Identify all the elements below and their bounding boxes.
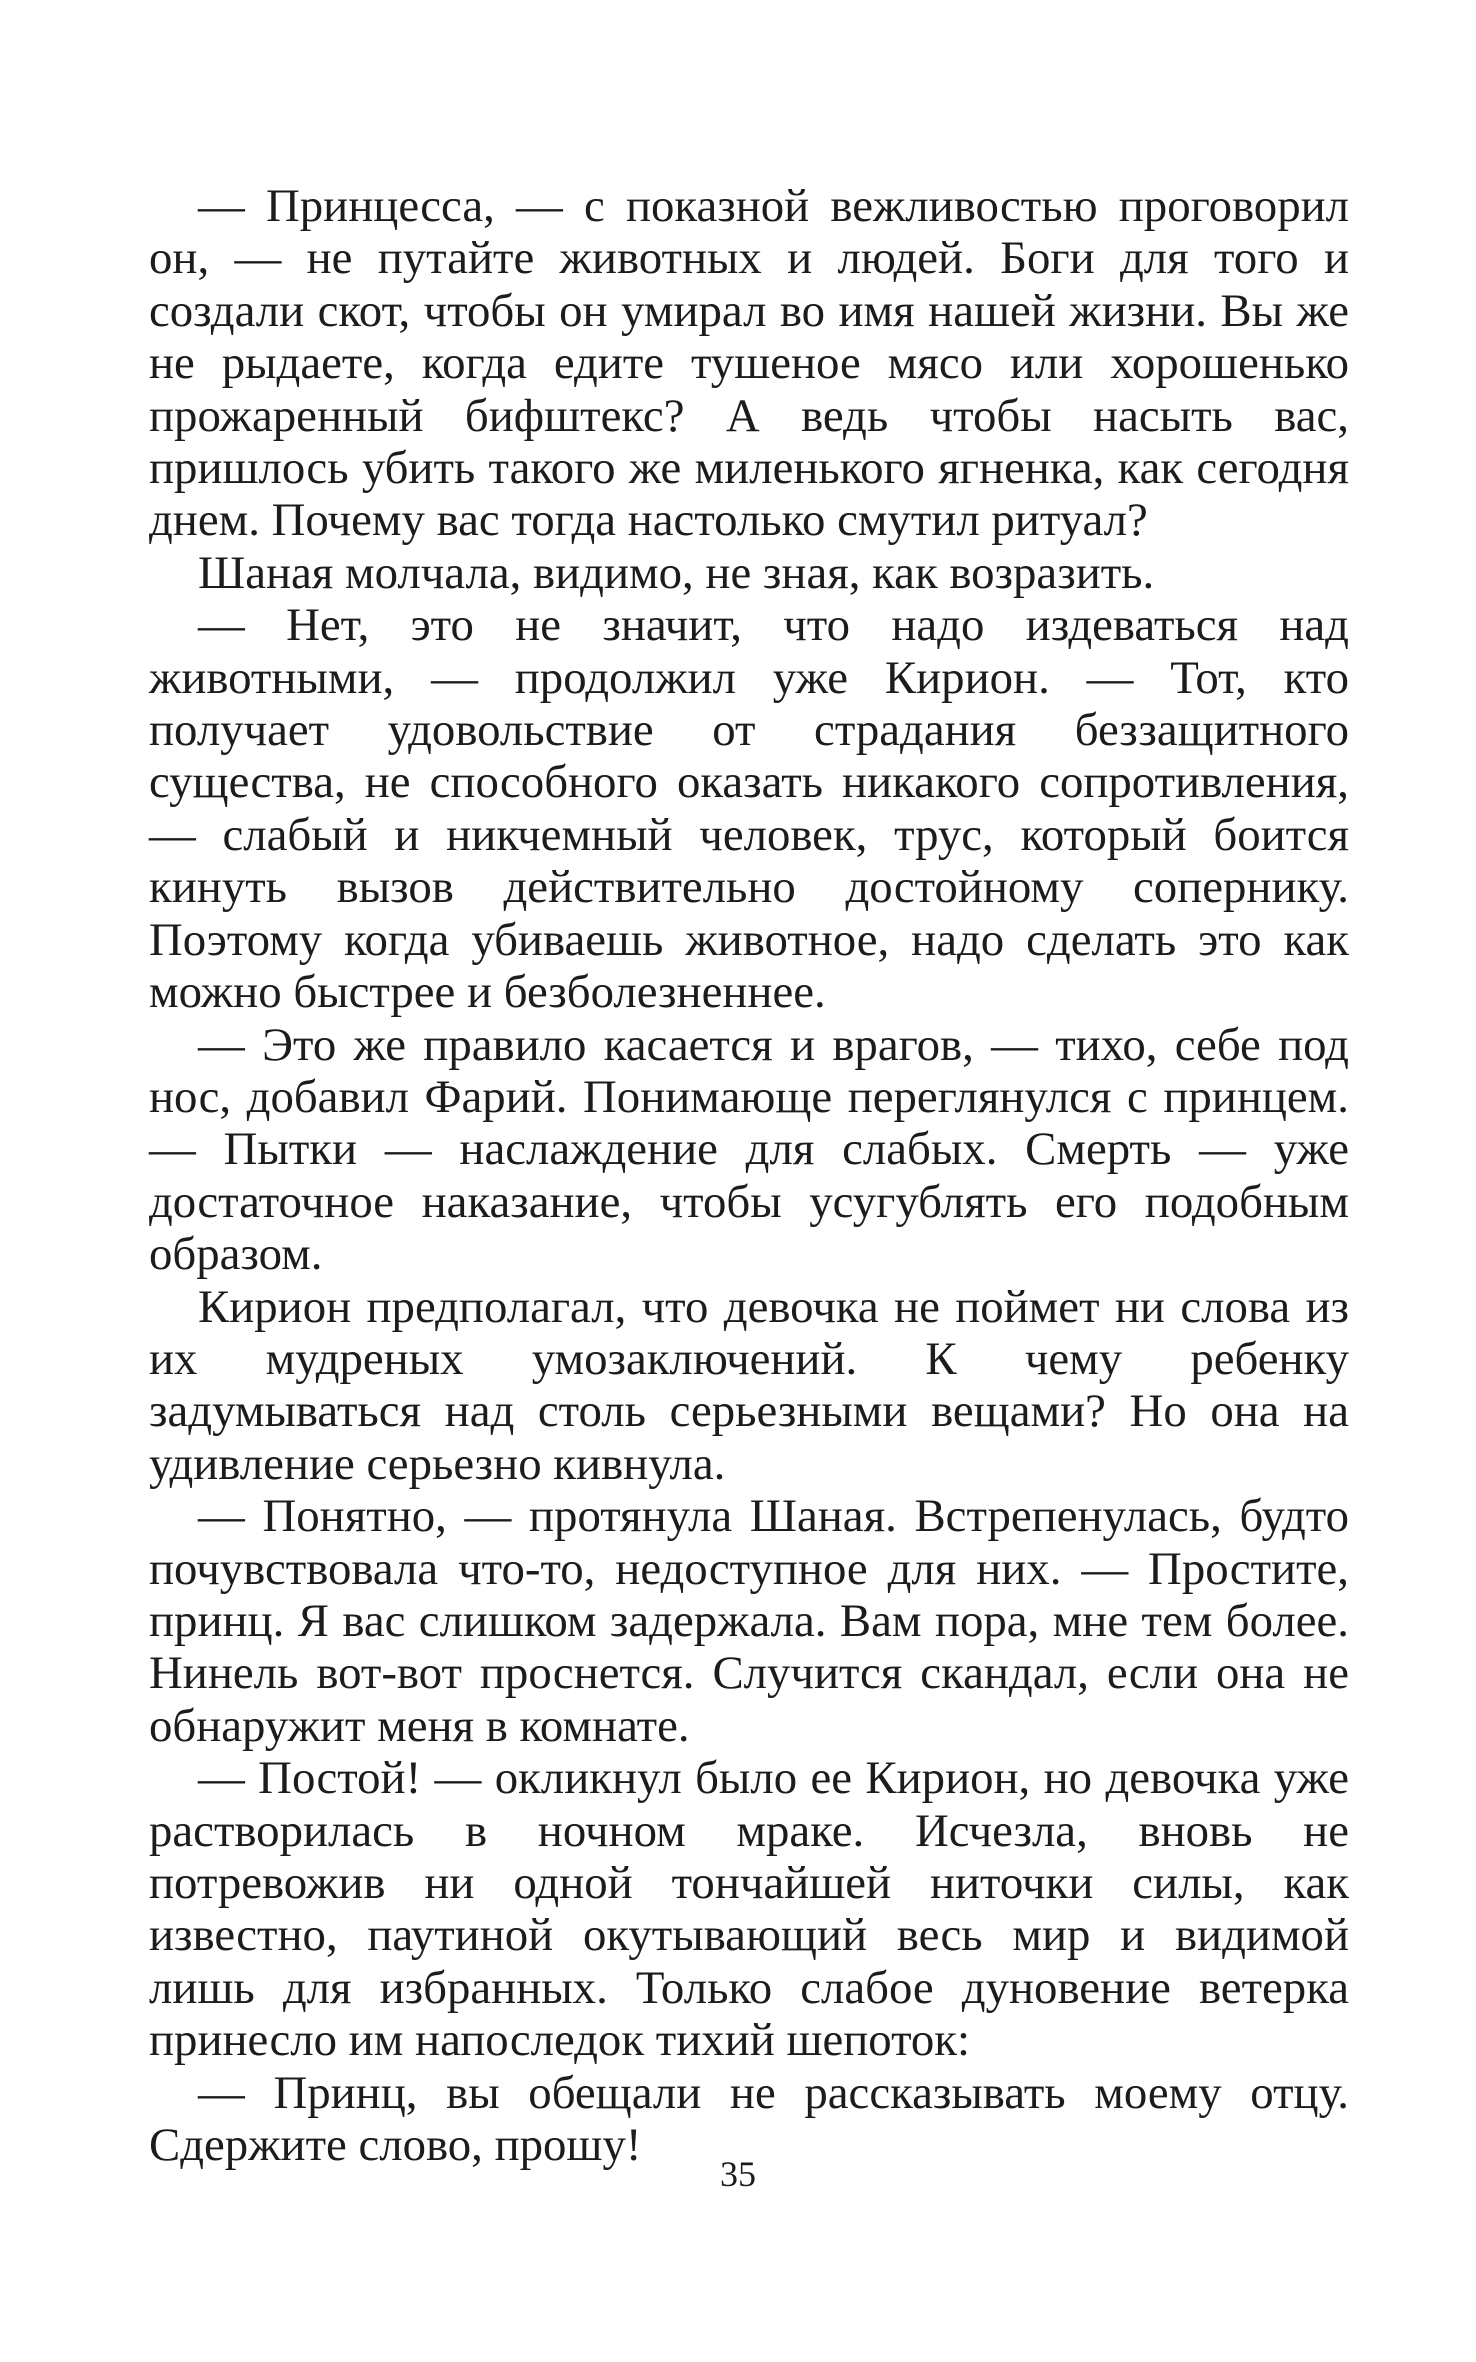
- paragraph: — Принц, вы обещали не рассказывать моему отцу. Сдержите слово, прошу!: [149, 2066, 1349, 2172]
- paragraph: — Это же правило касается и врагов, — тихо, себе под нос, добавил Фарий. Понимающе переглянулся с принцем. — Пытки — наслаждение для слабых. Смерть — уже достаточное наказание, чтобы усугублять его подобным образом.: [149, 1018, 1349, 1281]
- paragraph: — Понятно, — протянула Шаная. Встрепенулась, будто почувствовала что-то, недоступное для них. — Простите, принц. Я вас слишком задержала. Вам пора, мне тем более. Нинель вот-вот проснется. Случится скандал, если она не обнаружит меня в комнате.: [149, 1490, 1349, 1752]
- paragraph: — Постой! — окликнул было ее Кирион, но девочка уже растворилась в ночном мраке. Исчезла, вновь не потревожив ни одной тончайшей ниточки силы, как известно, паутиной окутывающий весь мир и видимой лишь для избранных. Только слабое дуновение ветерка принесло им напоследок тихий шепоток:: [149, 1752, 1349, 2067]
- paragraph: — Принцесса, — с показной вежливостью проговорил он, — не путайте животных и людей. Боги для того и создали скот, чтобы он умирал во имя нашей жизни. Вы же не рыдаете, когда едите тушеное мясо или хорошенько прожаренный бифштекс? А ведь чтобы насыть вас, пришлось убить такого же миленького ягненка, как сегодня днем. Почему вас тогда настолько смутил ритуал?: [149, 180, 1349, 547]
- page-number: 35: [720, 2154, 756, 2194]
- body-text: [149, 180, 1349, 2171]
- paragraph: Шаная молчала, видимо, не зная, как возразить.: [198, 546, 1155, 599]
- paragraph: — Нет, это не значит, что надо издеваться над животными, — продолжил уже Кирион. — Тот, кто получает удовольствие от страдания беззащитного существа, не способного оказать никакого сопротивления, — слабый и никчемный человек, трус, который боится кинуть вызов действительно достойному сопернику. Поэтому когда убиваешь животное, надо сделать это как можно быстрее и безболезненнее.: [149, 599, 1349, 1019]
- paragraph: Кирион предполагал, что девочка не поймет ни слова из их мудреных умозаключений. К чему ребенку задумываться над столь серьезными вещами? Но она на удивление серьезно кивнула.: [149, 1280, 1349, 1490]
